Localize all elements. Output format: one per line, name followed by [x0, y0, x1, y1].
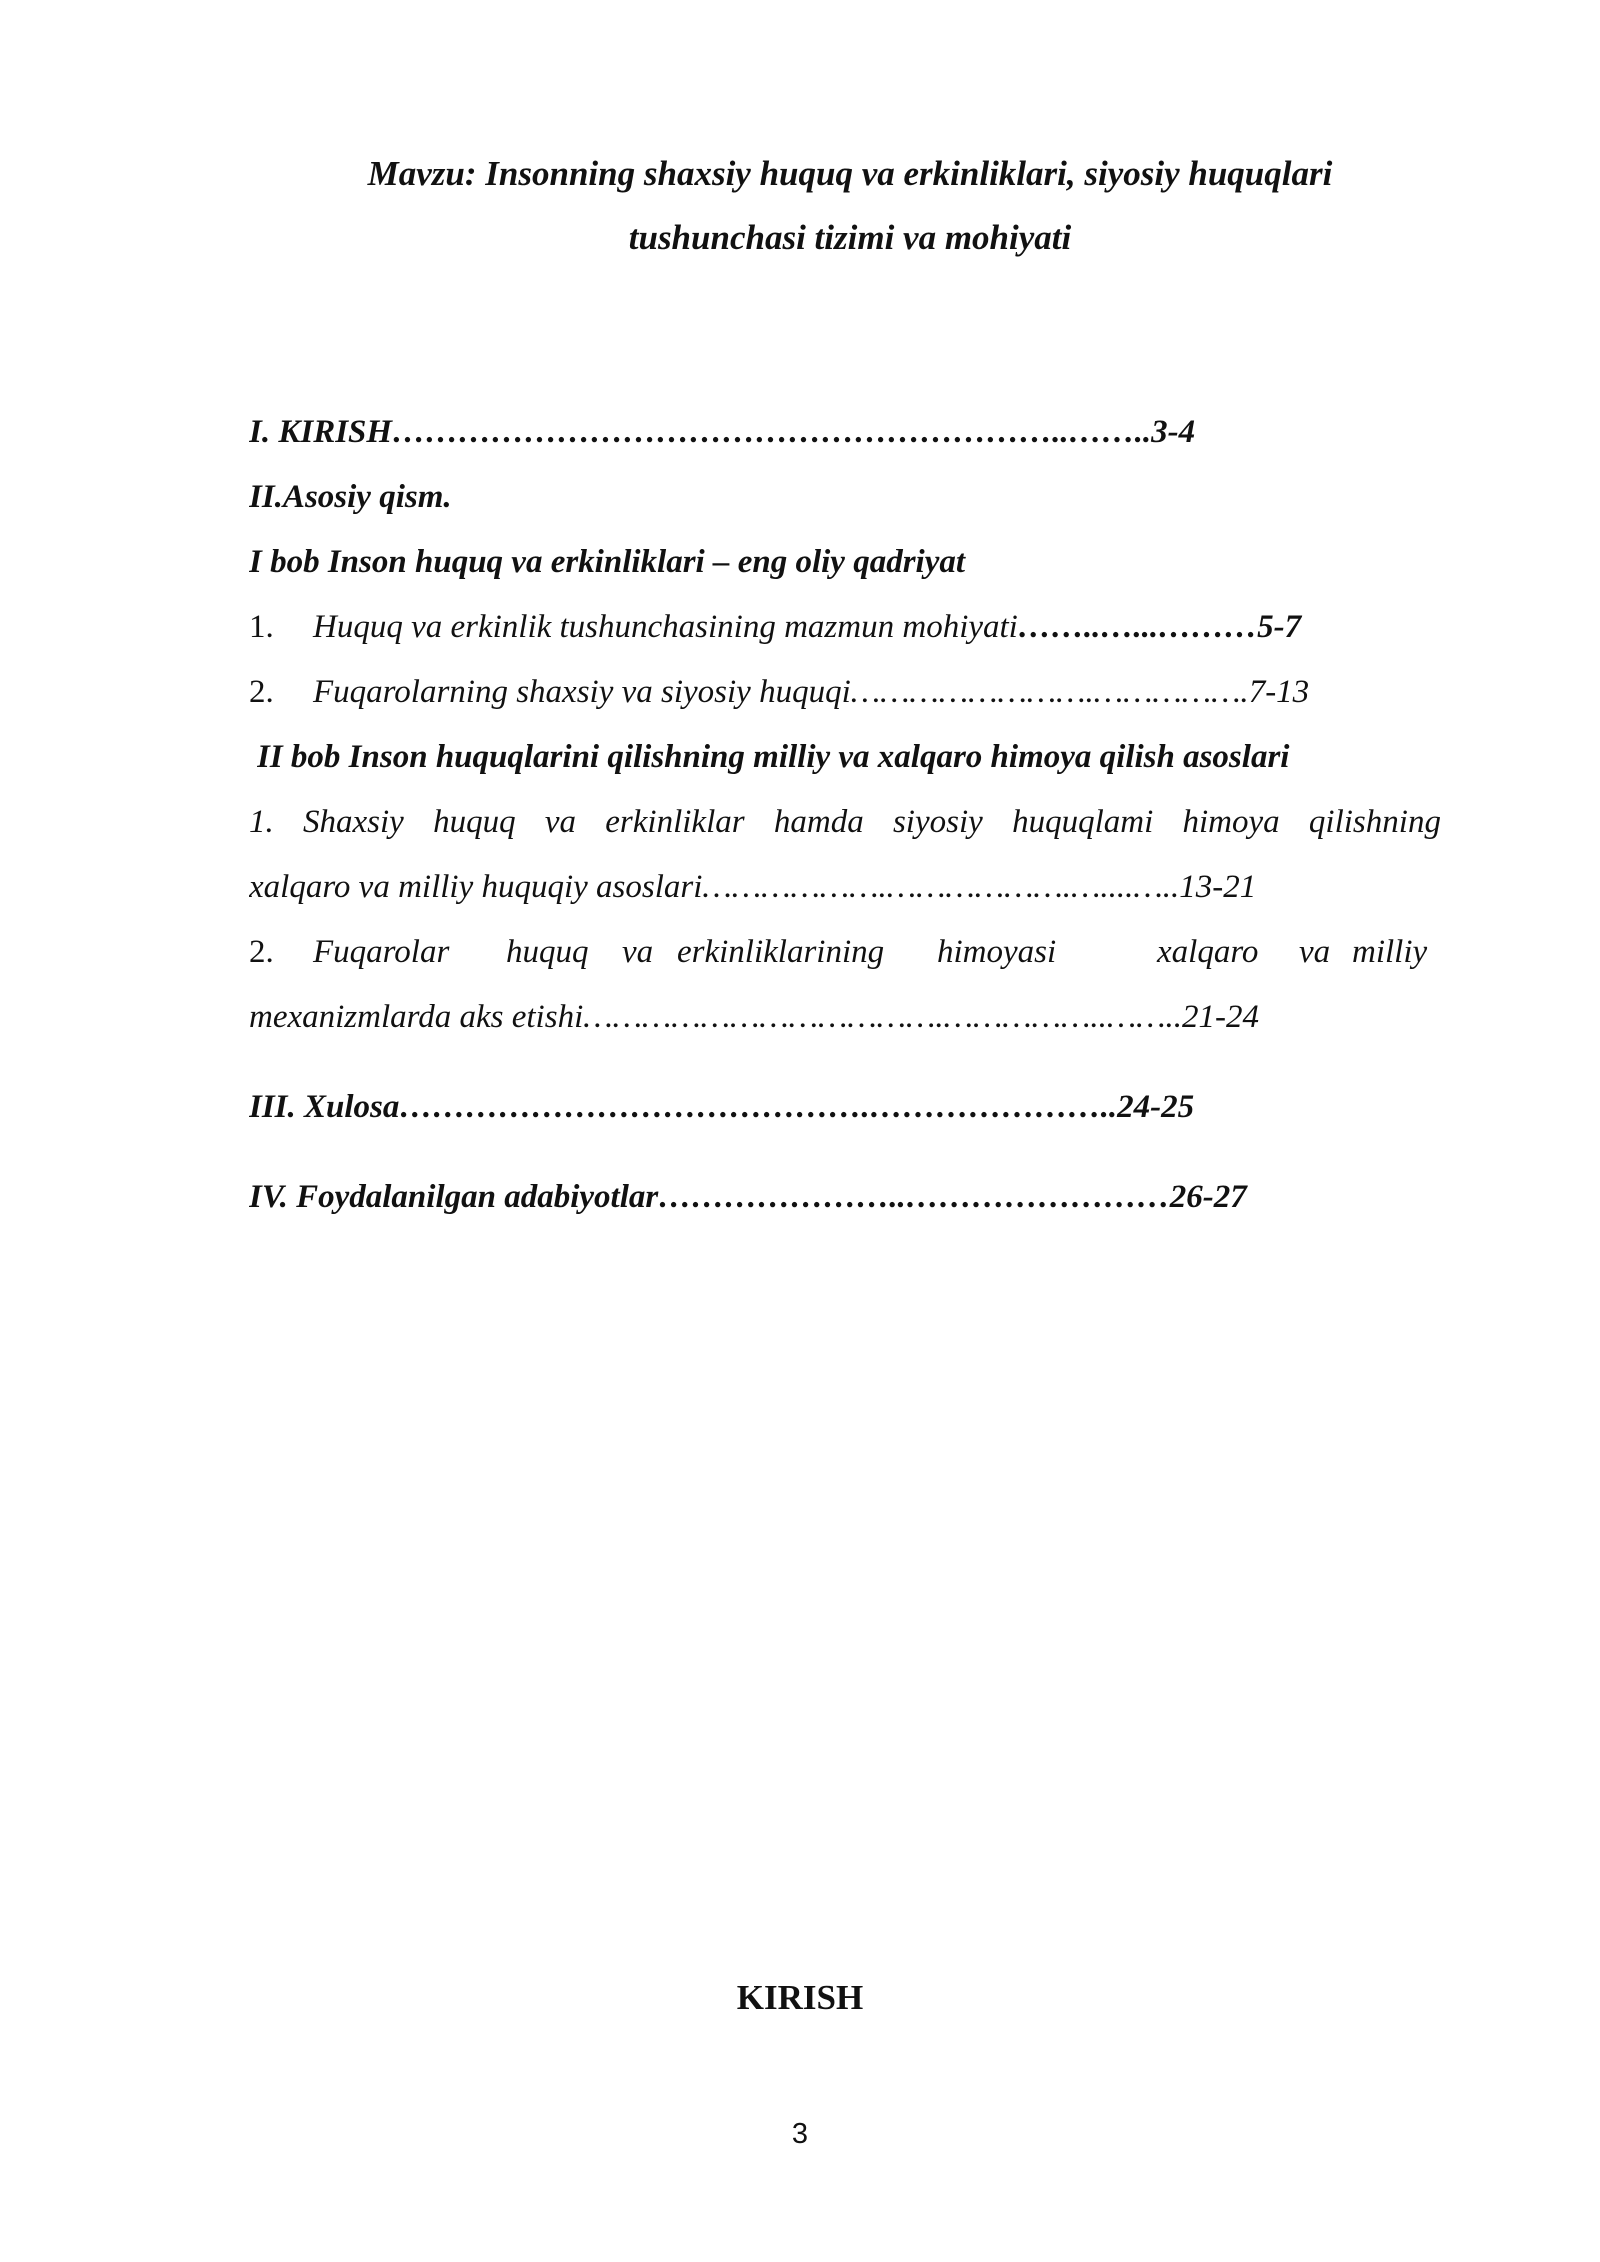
toc-entry-bob1: [249, 532, 1441, 592]
toc-entry-asosiy: [249, 467, 1441, 527]
toc-entry-bob2-item2-line1: [249, 922, 1441, 982]
toc-word: Shaxsiy: [303, 804, 404, 840]
toc-bob2-label: II bob Inson huquqlarini qilishning milliy va xalqaro himoya qilish asoslari: [257, 739, 1290, 775]
toc-word: Fuqarolar: [313, 934, 450, 970]
toc-xulosa-pages: 24-25: [1117, 1089, 1195, 1125]
toc-entry-adabiyotlar: [249, 1167, 1441, 1227]
toc-kirish-label: I. KIRISH: [249, 414, 393, 450]
toc-bob2-item1-line2: xalqaro va milliy huquqiy asoslari: [249, 869, 703, 905]
page-number: 3: [791, 2118, 809, 2150]
toc-item-number: 2.: [249, 934, 274, 970]
toc-entry-bob2: [257, 727, 1449, 787]
toc-word: himoyasi: [937, 934, 1057, 970]
toc-word: qilishning: [1308, 804, 1441, 840]
toc-item-number: 1.: [249, 609, 274, 645]
toc-kirish-pages: 3-4: [1151, 414, 1196, 450]
toc-bob1-item1-dots: ……..…...………: [1017, 609, 1258, 645]
toc-word: va: [544, 804, 577, 840]
toc-word: va: [1299, 934, 1331, 970]
toc-bob1-item2-label: Fuqarolarning shaxsiy va siyosiy huquqi: [313, 674, 851, 710]
toc-bob2-item2-line2: mexanizmlarda aks etishi: [249, 999, 584, 1035]
toc-kirish-dots: ……………………………………………………..……..: [392, 414, 1152, 450]
toc-xulosa-dots: …………………………………….…………………..: [399, 1089, 1118, 1125]
toc-word: huquq: [433, 804, 516, 840]
toc-bob1-item2-pages: 7-13: [1248, 674, 1310, 710]
toc-word: erkinliklar: [605, 804, 745, 840]
toc-asosiy-label: II.Asosiy qism.: [249, 479, 452, 515]
toc-word: erkinliklarining: [677, 934, 885, 970]
toc-adabiyotlar-pages: 26-27: [1169, 1179, 1247, 1215]
toc-bob2-item2-dots: ……………………………….……………..……..: [583, 999, 1183, 1035]
toc-bob1-item1-pages: 5-7: [1257, 609, 1302, 645]
toc-entry-bob2-item1-line2: [249, 857, 1441, 917]
toc-entry-bob2-item2-line2: [249, 987, 1441, 1047]
toc-adabiyotlar-label: IV. Foydalanilgan adabiyotlar: [249, 1179, 659, 1215]
toc-bob1-item1-label: Huquq va erkinlik tushunchasining mazmun mohiyati: [313, 609, 1018, 645]
toc-word: xalqaro: [1157, 934, 1259, 970]
toc-bob2-item1-dots: ……………….……………….…....…..: [702, 869, 1180, 905]
toc-word: huquq: [506, 934, 589, 970]
toc-entry-xulosa: [249, 1077, 1441, 1137]
toc-adabiyotlar-dots: …………………..……………………: [658, 1179, 1170, 1215]
toc-word: hamda: [773, 804, 864, 840]
title-line-2: tushunchasi tizimi va mohiyati: [628, 218, 1072, 257]
toc-word: siyosiy: [892, 804, 983, 840]
toc-item-number: 2.: [249, 674, 274, 710]
document-title: [250, 142, 1450, 270]
toc-bob1-item2-dots: …………………….…………….: [850, 674, 1249, 710]
toc-entry-bob1-item1: [249, 597, 1441, 657]
toc-word: huquqlami: [1012, 804, 1154, 840]
toc-bob2-item2-pages: 21-24: [1182, 999, 1260, 1035]
toc-entry-kirish: [249, 402, 1441, 462]
toc-entry-bob2-item1-line1: [249, 792, 1441, 852]
toc-word: himoya: [1182, 804, 1280, 840]
toc-entry-bob1-item2: [249, 662, 1441, 722]
toc-word: milliy: [1352, 934, 1428, 970]
toc-xulosa-label: III. Xulosa: [249, 1089, 400, 1125]
title-line-1: Mavzu: Insonning shaxsiy huquq va erkinliklari, siyosiy huquqlari: [367, 154, 1333, 193]
toc-bob1-label: I bob Inson huquq va erkinliklari – eng oliy qadriyat: [249, 544, 966, 580]
toc-word: va: [622, 934, 654, 970]
toc-item-number: 1.: [249, 804, 274, 840]
toc-bob2-item1-pages: 13-21: [1179, 869, 1257, 905]
section-heading-kirish: KIRISH: [736, 1978, 864, 2017]
